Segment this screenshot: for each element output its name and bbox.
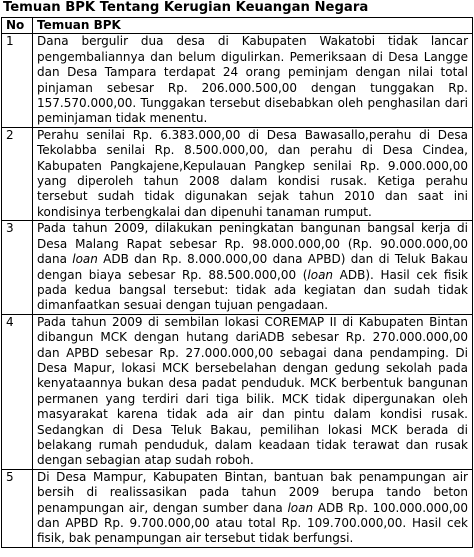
findings-table xyxy=(1,17,473,548)
finding-text: Pada tahun 2009, dilakukan peningkatan bangunan bangsal kerja di Desa Malang Rapat sebesar Rp. 98.000.000,00 (Rp. 90.000.000,00 dana loan ADB dan Rp. 8.000.000,00 dana APBD) dan di Teluk Bakau dengan biaya sebesar Rp. 88.500.000,00 (loan ADB). Hasil cek fisik pada kedua bangsal tersebut: tidak ada kegiatan dan sudah tidak dimanfaatkan sesuai dengan tujuan pengadaan. xyxy=(33,221,473,314)
row-number: 3 xyxy=(2,221,33,314)
finding-text: Perahu senilai Rp. 6.383.000,00 di Desa Bawasallo,perahu di Desa Tekolabba senilai Rp. 8.500.000,00, dan perahu di Desa Cindea, Kabupaten Pangkajene,Kepulauan Pangkep senilai Rp. 9.000.000,00 yang diperoleh tahun 2008 dalam kondisi rusak. Ketiga perahu tersebut sudah tidak digunakan sejak tahun 2010 dan saat ini kondisinya terbengkalai dan dipenuhi tanaman rumput. xyxy=(33,127,473,220)
row-number: 1 xyxy=(2,34,33,127)
loan-term: loan xyxy=(287,500,314,515)
finding-text: Di Desa Mampur, Kabupaten Bintan, bantuan bak penampungan air bersih di realissasikan pada tahun 2009 berupa tando beton penampungan air, dengan sumber dana loan ADB Rp. 100.000.000,00 dan APBD Rp. 9.700.000,00 atau total Rp. 109.700.000,00. Hasil cek fisik, bak penampungan air tersebut tidak berfungsi. xyxy=(33,469,473,547)
table-row xyxy=(2,34,473,127)
header-no: No xyxy=(2,18,33,34)
table-row xyxy=(2,469,473,547)
loan-term: loan xyxy=(72,252,98,267)
loan-term: loan xyxy=(307,267,334,282)
table-row xyxy=(2,127,473,220)
document-title: Temuan BPK Tentang Kerugian Keuangan Negara xyxy=(3,0,369,15)
table-row xyxy=(2,221,473,314)
table-header-row xyxy=(2,18,473,34)
row-number: 2 xyxy=(2,127,33,220)
finding-text: Pada tahun 2009 di sembilan lokasi COREMAP II di Kabupaten Bintan dibangun MCK dengan hutang dariADB sebesar Rp. 270.000.000,00 dan APBD sebesar Rp. 27.000.000,00 sebagai dana pendamping. Di Desa Mapur, lokasi MCK bersebelahan dengan gedung sekolah pada kenyataannya bukan desa padat penduduk. MCK berbentuk bangunan permanen yang terdiri dari tiga bilik. MCK tidak dipergunakan oleh masyarakat karena tidak ada air dan pintu dalam kondisi rusak. Sedangkan di Desa Teluk Bakau, pemilihan lokasi MCK berada di belakang rumah penduduk, dalam keadaan tidak terawat dan rusak dengan sebagian atap sudah roboh. xyxy=(33,314,473,469)
finding-text: Dana bergulir dua desa di Kabupaten Wakatobi tidak lancar pengembaliannya dan belum digulirkan. Pemeriksaan di Desa Langge dan Desa Tampara terdapat 24 orang peminjam dengan nilai total pinjaman sebesar Rp. 206.000.500,00 dengan tunggakan Rp. 157.570.000,00. Tunggakan tersebut disebabkan oleh penghasilan dari peminjaman tidak menentu. xyxy=(33,34,473,127)
table-row xyxy=(2,314,473,469)
header-finding: Temuan BPK xyxy=(33,18,473,34)
row-number: 5 xyxy=(2,469,33,547)
row-number: 4 xyxy=(2,314,33,469)
